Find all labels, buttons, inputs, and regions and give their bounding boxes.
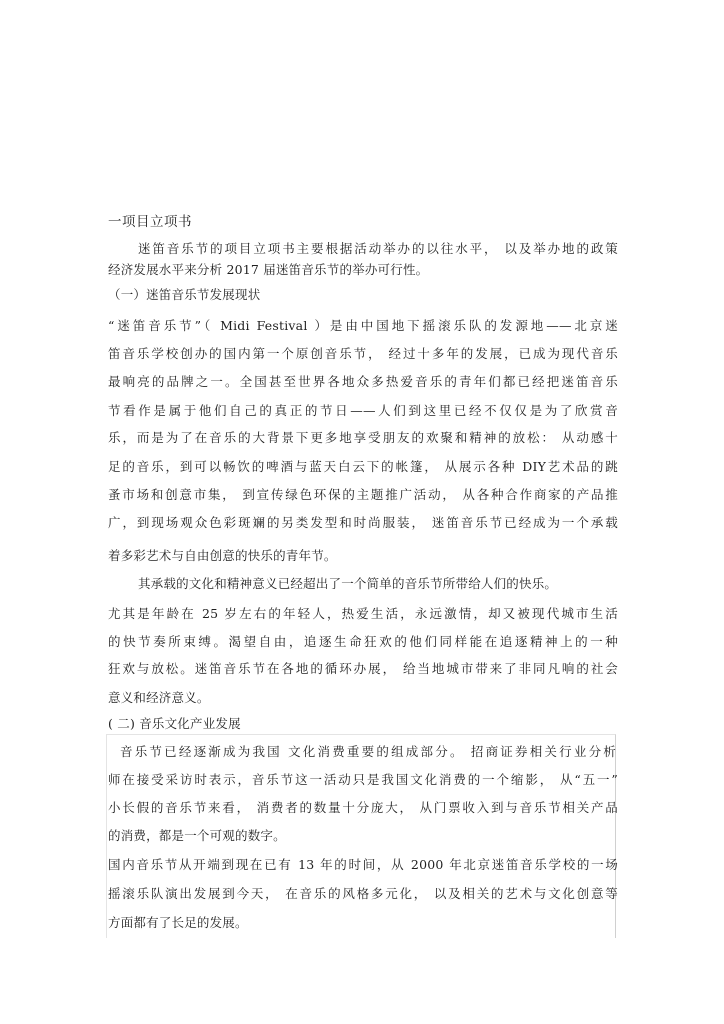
section2-heading: ( 二) 音乐文化产业发展 — [108, 716, 241, 731]
s1p2-line-2: 尤其是年龄在 25 岁左右的年轻人，热爱生活，永远激情，却又被现代城市生活 — [108, 606, 618, 621]
s1p1-line-1: “迷笛音乐节”（ Midi Festival ）是由中国地下摇滚乐队的发源地——北京迷 — [108, 318, 618, 333]
s1p1-line-8: 广，到现场观众色彩斑斓的另类发型和时尚服装， 迷笛音乐节已经成为一个承载 — [108, 515, 618, 530]
section1-heading: （一）迷笛音乐节发展现状 — [108, 287, 261, 302]
doc-title: 一项目立项书 — [108, 214, 192, 230]
s1p1-line-7: 蚤市场和创意市集， 到宣传绿色环保的主题推广活动， 从各种合作商家的产品推 — [108, 487, 618, 502]
s1p1-line-3: 最响亮的品牌之一。全国甚至世界各地众多热爱音乐的青年们都已经把迷笛音乐 — [108, 374, 618, 389]
s1p1-line-2: 笛音乐学校创办的国内第一个原创音乐节， 经过十多年的发展，已成为现代音乐 — [108, 346, 618, 361]
s1p1-line-5: 乐，而是为了在音乐的大背景下更多地享受朋友的欢聚和精神的放松： 从动感十 — [108, 430, 618, 445]
s1p1-line-9: 着多彩艺术与自由创意的快乐的青年节。 — [108, 548, 337, 563]
s2p2-line-3: 方面都有了长足的发展。 — [108, 915, 248, 930]
s2p1-line-3: 小长假的音乐节来看， 消费者的数量十分庞大， 从门票收入到与音乐节相关产品 — [108, 800, 618, 815]
s1p2-line-5: 意义和经济意义。 — [108, 690, 210, 705]
s1p2-line-3: 的快节奏所束缚。渴望自由，追逐生命狂欢的他们同样能在追逐精神上的一种 — [108, 634, 618, 649]
s1p2-line-1: 其承载的文化和精神意义已经超出了一个简单的音乐节所带给人们的快乐。 — [138, 576, 558, 591]
s1p1-line-6: 足的音乐，到可以畅饮的啤酒与蓝天白云下的帐篷， 从展示各种 DIY艺术品的跳 — [108, 459, 618, 474]
s2p1-line-2: 师在接受采访时表示，音乐节这一活动只是我国文化消费的一个缩影， 从“五一” — [108, 772, 618, 787]
s2p1-line-1: 音乐节已经逐渐成为我国 文化消费重要的组成部分。 招商证券相关行业分析 — [120, 744, 616, 759]
s2p2-line-1: 国内音乐节从开端到现在已有 13 年的时间，从 2000 年北京迷笛音乐学校的一场 — [108, 857, 618, 872]
s2p2-line-2: 摇滚乐队演出发展到今天， 在音乐的风格多元化， 以及相关的艺术与文化创意等 — [108, 886, 618, 901]
intro-line-2: 经济发展水平来分析 2017 届迷笛音乐节的举办可行性。 — [108, 262, 429, 277]
s2p1-line-4: 的消费，都是一个可观的数字。 — [108, 828, 286, 843]
s1p2-line-4: 狂欢与放松。迷笛音乐节在各地的循环办展， 给当地城市带来了非同凡响的社会 — [108, 661, 618, 676]
s1p1-line-4: 节看作是属于他们自己的真正的节日——人们到这里已经不仅仅是为了欣赏音 — [108, 403, 618, 418]
intro-line-1: 迷笛音乐节的项目立项书主要根据活动举办的以往水平， 以及举办地的政策 — [138, 241, 618, 256]
